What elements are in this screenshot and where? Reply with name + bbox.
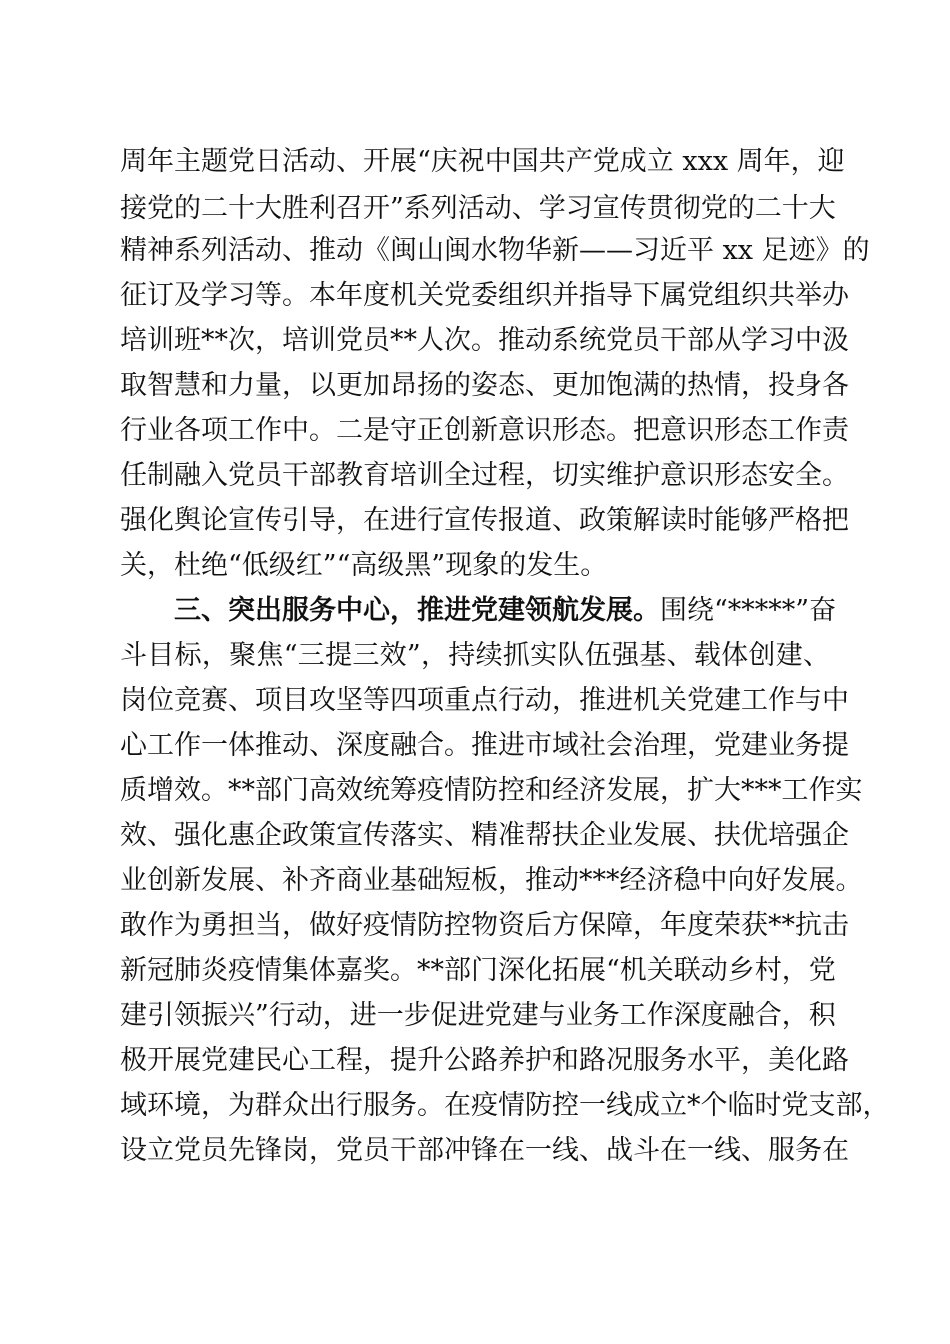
paragraph-line: 接党的二十大胜利召开”系列活动、学习宣传贯彻党的二十大 [120,193,836,224]
paragraph-line: 周年主题党日活动、开展“庆祝中国共产党成立 xxx 周年，迎 [120,146,845,177]
paragraph-text: 围绕“*****”奋 [660,595,837,626]
paragraph-line: 任制融入党员干部教育培训全过程，切实维护意识形态安全。 [120,460,849,491]
paragraph-line: 取智慧和力量，以更加昂扬的姿态、更加饱满的热情，投身各 [120,370,849,401]
section-heading: 三、突出服务中心，推进党建领航发展。 [174,595,660,626]
paragraph-line: 行业各项工作中。二是守正创新意识形态。把意识形态工作责 [120,415,849,446]
paragraph-line: 强化舆论宣传引导，在进行宣传报道、政策解读时能够严格把 [120,505,849,536]
paragraph-line: 关，杜绝“低级红”“高级黑”现象的发生。 [120,550,608,581]
paragraph-line: 业创新发展、补齐商业基础短板，推动***经济稳中向好发展。 [120,865,863,896]
paragraph-line: 建引领振兴”行动，进一步促进党建与业务工作深度融合，积 [120,1000,836,1031]
paragraph-line: 域环境，为群众出行服务。在疫情防控一线成立*个临时党支部， [120,1090,890,1121]
paragraph-line: 新冠肺炎疫情集体嘉奖。**部门深化拓展“机关联动乡村，党 [120,955,836,986]
paragraph-line: 心工作一体推动、深度融合。推进市域社会治理，党建业务提 [120,730,849,761]
paragraph-line: 斗目标，聚焦“三提三效”，持续抓实队伍强基、载体创建、 [120,640,830,671]
paragraph-line: 敢作为勇担当，做好疫情防控物资后方保障，年度荣获**抗击 [120,910,849,941]
paragraph-first-line [174,593,837,629]
paragraph-line: 培训班**次，培训党员**人次。推动系统党员干部从学习中汲 [120,325,849,356]
paragraph-line: 精神系列活动、推动《闽山闽水物华新——习近平 xx 足迹》的 [120,235,870,266]
paragraph-line: 设立党员先锋岗，党员干部冲锋在一线、战斗在一线、服务在 [120,1135,849,1166]
paragraph-line: 岗位竞赛、项目攻坚等四项重点行动，推进机关党建工作与中 [120,685,849,716]
paragraph-line: 质增效。**部门高效统筹疫情防控和经济发展，扩大***工作实 [120,775,863,806]
paragraph-line: 征订及学习等。本年度机关党委组织并指导下属党组织共举办 [120,280,849,311]
paragraph-line: 极开展党建民心工程，提升公路养护和路况服务水平，美化路 [120,1045,849,1076]
paragraph-line: 效、强化惠企政策宣传落实、精准帮扶企业发展、扶优培强企 [120,820,849,851]
